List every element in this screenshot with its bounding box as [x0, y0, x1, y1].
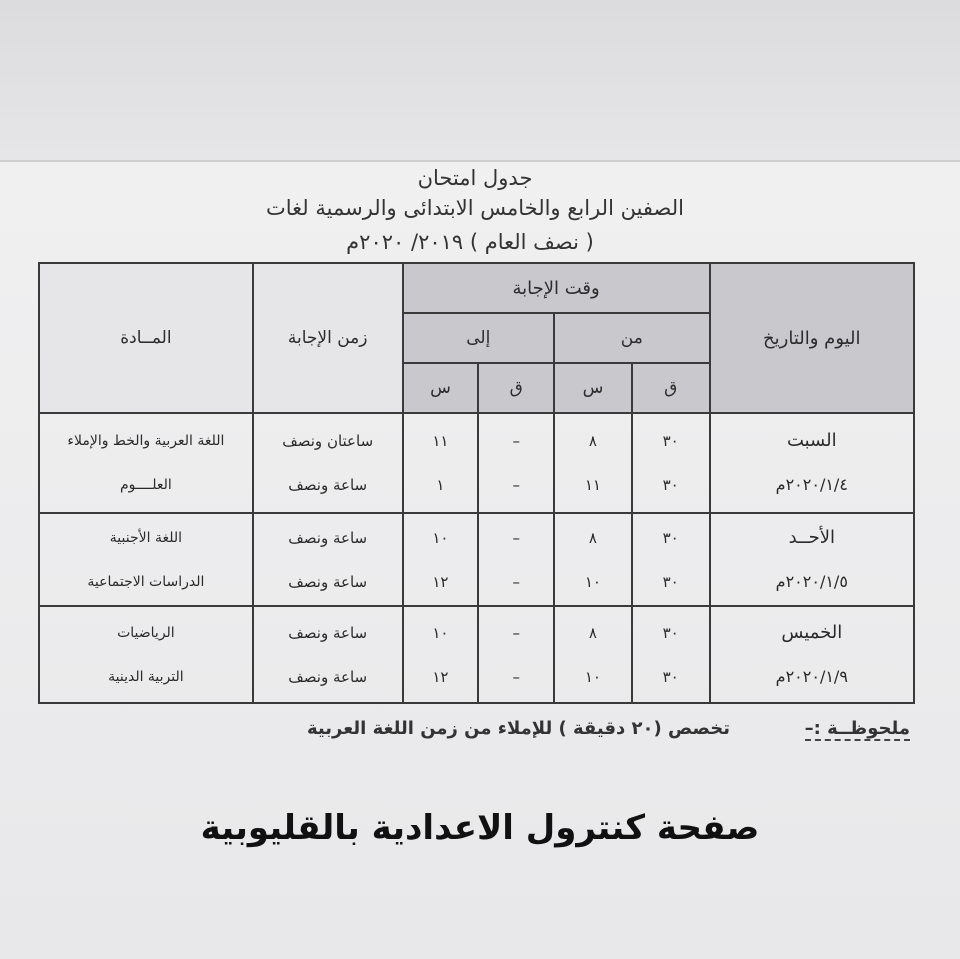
- from-hour: ١١: [584, 476, 601, 494]
- exam-schedule-table: [38, 262, 915, 704]
- from-minute-cell: [632, 606, 710, 703]
- table-row: [39, 606, 914, 703]
- header-to-minute: ق: [478, 363, 554, 413]
- duration: ساعتان ونصف: [282, 432, 374, 450]
- subject-cell: [39, 513, 253, 606]
- day-date-cell: [710, 513, 914, 606]
- table-row: [39, 413, 914, 513]
- to-minute: –: [512, 623, 520, 642]
- to-hour: ١٠: [432, 528, 449, 547]
- from-hour: ٨: [588, 432, 597, 450]
- header-answer-time: وقت الإجابة: [403, 263, 710, 313]
- table-row: [39, 513, 914, 606]
- exam-date: ٢٠٢٠/١/٩م: [775, 666, 848, 686]
- header-to-hour: س: [403, 363, 479, 413]
- doc-term: ( نصف العام ) ٢٠١٩/ ٢٠٢٠م: [346, 230, 594, 254]
- duration-cell: [253, 513, 403, 606]
- from-minute-cell: [632, 413, 710, 513]
- from-hour-cell: [554, 513, 632, 606]
- duration: ساعة ونصف: [288, 623, 368, 642]
- header-day-date: اليوم والتاريخ: [710, 263, 914, 413]
- from-hour: ٨: [588, 528, 597, 547]
- header-duration: زمن الإجابة: [253, 263, 403, 413]
- duration: ساعة ونصف: [288, 572, 368, 591]
- from-minute: ٣٠: [662, 528, 679, 547]
- day-name: الأحــد: [788, 526, 835, 548]
- to-minute: –: [512, 476, 520, 494]
- subject: اللغة العربية والخط والإملاء: [67, 433, 225, 449]
- note: [100, 716, 910, 746]
- doc-subtitle: الصفين الرابع والخامس الابتدائى والرسمية لغات: [266, 196, 684, 220]
- to-hour: ١: [436, 476, 445, 494]
- subject-cell: [39, 413, 253, 513]
- to-minute: –: [512, 432, 520, 450]
- to-minute: –: [512, 667, 520, 686]
- from-minute: ٣٠: [662, 667, 679, 686]
- subject: اللغة الأجنبية: [109, 529, 183, 546]
- header-from: من: [554, 313, 710, 363]
- subject: الرياضيات: [117, 624, 175, 641]
- from-minute: ٣٠: [662, 432, 679, 450]
- to-hour: ١١: [432, 432, 449, 450]
- exam-date: ٢٠٢٠/١/٤م: [775, 475, 848, 494]
- header-to: إلى: [403, 313, 555, 363]
- to-hour-cell: [403, 606, 479, 703]
- background-paper: [0, 0, 960, 162]
- from-hour-cell: [554, 413, 632, 513]
- note-text: تخصص (٢٠ دقيقة ) للإملاء من زمن اللغة العربية: [307, 718, 730, 739]
- duration: ساعة ونصف: [288, 528, 368, 547]
- duration: ساعة ونصف: [288, 667, 368, 686]
- to-minute-cell: [478, 606, 554, 703]
- header-from-minute: ق: [632, 363, 710, 413]
- from-hour: ١٠: [584, 667, 601, 686]
- subject: الدراسات الاجتماعية: [87, 573, 205, 590]
- day-date-cell: [710, 413, 914, 513]
- from-minute: ٣٠: [662, 476, 679, 494]
- day-name: السبت: [786, 430, 837, 451]
- to-minute: –: [512, 572, 520, 591]
- from-hour: ٨: [588, 623, 597, 642]
- header-subject: المــادة: [39, 263, 253, 413]
- from-hour: ١٠: [584, 572, 601, 591]
- from-minute: ٣٠: [662, 623, 679, 642]
- duration: ساعة ونصف: [288, 476, 368, 494]
- note-label: ملحوظــة :–: [804, 718, 910, 739]
- page-watermark-caption: صفحة كنترول الاعدادية بالقليوبية: [200, 808, 760, 848]
- duration-cell: [253, 413, 403, 513]
- to-hour-cell: [403, 513, 479, 606]
- from-hour-cell: [554, 606, 632, 703]
- day-date-cell: [710, 606, 914, 703]
- to-hour: ١٢: [432, 572, 449, 591]
- day-name: الخميس: [781, 621, 843, 643]
- exam-date: ٢٠٢٠/١/٥م: [775, 571, 848, 591]
- from-minute-cell: [632, 513, 710, 606]
- to-hour: ١٢: [432, 667, 449, 686]
- duration-cell: [253, 606, 403, 703]
- to-minute-cell: [478, 413, 554, 513]
- to-hour: ١٠: [432, 623, 449, 642]
- subject: التربية الدينية: [108, 668, 184, 685]
- doc-title: جدول امتحان: [417, 166, 533, 190]
- from-minute: ٣٠: [662, 572, 679, 591]
- to-minute-cell: [478, 513, 554, 606]
- to-hour-cell: [403, 413, 479, 513]
- subject: العلــــوم: [119, 477, 172, 493]
- subject-cell: [39, 606, 253, 703]
- header-from-hour: س: [554, 363, 632, 413]
- to-minute: –: [512, 528, 520, 547]
